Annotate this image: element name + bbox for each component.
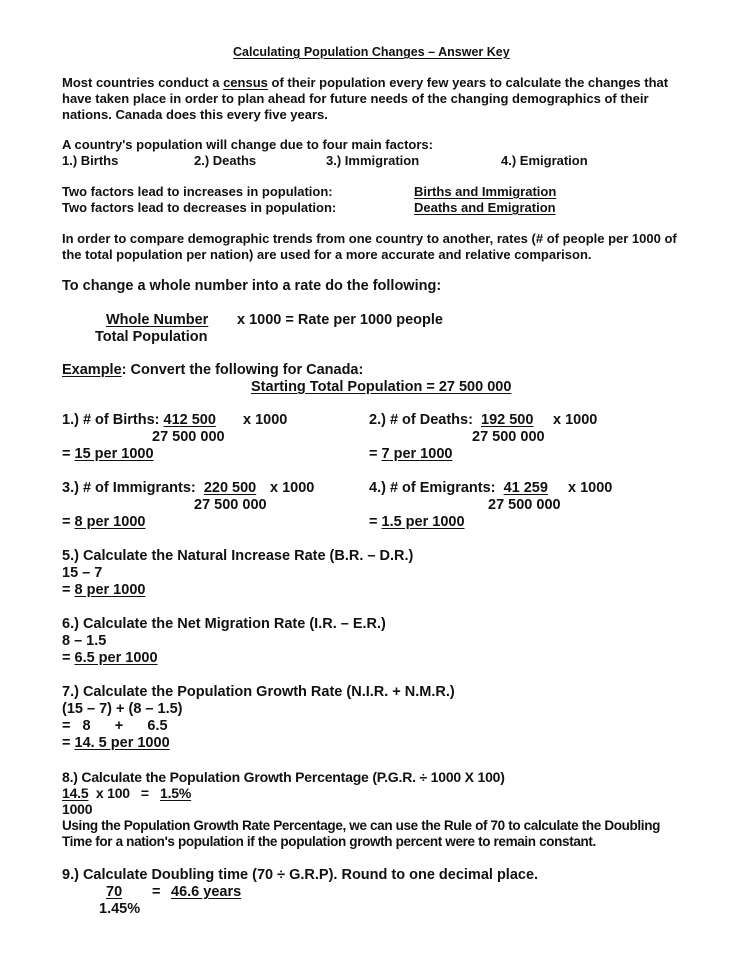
q8-note-line-2: Time for a nation's population if the population growth percent were to remain constant.	[62, 834, 596, 849]
intro-line-3: nations. Canada does this every five years.	[62, 107, 328, 122]
problem-2-label	[369, 412, 533, 429]
factor-emigration: 4.) Emigration	[501, 153, 588, 168]
q6-heading: 6.) Calculate the Net Migration Rate (I.R. – E.R.)	[62, 616, 386, 632]
formula-heading: To change a whole number into a rate do the following:	[62, 278, 442, 294]
decrease-label: Two factors lead to decreases in population:	[62, 200, 337, 215]
problem-4-multiplier: x 1000	[568, 480, 613, 496]
factor-deaths: 2.) Deaths	[194, 153, 257, 168]
problem-answer: 8 per 1000	[74, 514, 146, 530]
q8-heading: 8.) Calculate the Population Growth Percentage (P.G.R. ÷ 1000 X 100)	[62, 769, 505, 785]
q9-equals: =	[152, 884, 161, 900]
problem-4-answer-line	[369, 514, 465, 531]
example-line	[62, 362, 363, 379]
decrease-answer: Deaths and Emigration	[414, 200, 556, 215]
q6-answer: 6.5 per 1000	[74, 650, 158, 666]
problem-3-answer-line	[62, 514, 145, 531]
problem-label: 3.) # of Immigrants:	[62, 480, 204, 496]
q9-heading: 9.) Calculate Doubling time (70 ÷ G.R.P). Round to one decimal place.	[62, 867, 539, 883]
problem-numerator: 412 500	[163, 412, 216, 428]
q6-work: 8 – 1.5	[62, 633, 107, 649]
problem-1-answer-line	[62, 446, 154, 463]
q7-work-2: = 8 + 6.5	[62, 718, 168, 734]
problem-label: 2.) # of Deaths:	[369, 412, 481, 428]
intro-line-1	[62, 75, 668, 91]
equals: =	[62, 582, 75, 598]
factors-heading: A country's population will change due to four main factors:	[62, 137, 433, 152]
problem-numerator: 41 259	[503, 480, 548, 496]
q8-numerator: 14.5	[62, 785, 89, 801]
q5-answer: 8 per 1000	[74, 582, 146, 598]
problem-3-label	[62, 480, 256, 497]
problem-1-label	[62, 412, 216, 429]
q9-answer: 46.6 years	[171, 884, 242, 900]
intro-text: Most countries conduct a	[62, 75, 224, 90]
q9-numerator: 70	[106, 884, 123, 900]
equals: =	[369, 446, 382, 462]
factor-immigration: 3.) Immigration	[326, 153, 420, 168]
problem-2-denominator: 27 500 000	[472, 429, 545, 445]
equals: =	[62, 650, 75, 666]
q7-work-1: (15 – 7) + (8 – 1.5)	[62, 701, 183, 717]
problem-4-label	[369, 480, 548, 497]
q8-answer: 1.5%	[159, 785, 192, 801]
rates-note-line-1: In order to compare demographic trends from one country to another, rates (# of people per 1000 of	[62, 231, 677, 246]
q8-work	[62, 785, 191, 801]
q6-answer-line	[62, 650, 158, 667]
q7-answer: 14. 5 per 1000	[74, 735, 170, 751]
problem-numerator: 220 500	[203, 480, 257, 496]
example-label: Example	[62, 362, 122, 378]
problem-2-multiplier: x 1000	[553, 412, 598, 428]
q5-heading: 5.) Calculate the Natural Increase Rate (B.R. – D.R.)	[62, 548, 414, 564]
starting-population: Starting Total Population = 27 500 000	[251, 379, 512, 395]
formula-result: x 1000 = Rate per 1000 people	[237, 312, 443, 328]
intro-text: of their population every few years to calculate the changes that	[267, 75, 669, 90]
problem-answer: 1.5 per 1000	[381, 514, 465, 530]
q8-denominator: 1000	[62, 801, 93, 817]
intro-line-2: have taken place in order to plan ahead for future needs of the changing demographics of their	[62, 91, 649, 106]
problem-numerator: 192 500	[481, 412, 534, 428]
q8-operator: x 100 =	[88, 785, 160, 801]
increase-label: Two factors lead to increases in population:	[62, 184, 333, 199]
problem-answer: 7 per 1000	[381, 446, 453, 462]
problem-1-denominator: 27 500 000	[152, 429, 225, 445]
q8-note-line-1: Using the Population Growth Rate Percentage, we can use the Rule of 70 to calculate the Doubling	[62, 818, 661, 833]
example-text: : Convert the following for Canada:	[121, 362, 364, 378]
problem-4-denominator: 27 500 000	[488, 497, 561, 513]
equals: =	[62, 514, 75, 530]
problem-2-answer-line	[369, 446, 452, 463]
q9-denominator: 1.45%	[99, 901, 141, 917]
q5-work: 15 – 7	[62, 565, 103, 581]
formula-numerator: Whole Number	[106, 312, 209, 328]
equals: =	[62, 446, 75, 462]
q5-answer-line	[62, 582, 145, 599]
problem-1-multiplier: x 1000	[243, 412, 288, 428]
factor-births: 1.) Births	[62, 153, 119, 168]
problem-label: 4.) # of Emigrants:	[369, 480, 504, 496]
equals: =	[369, 514, 382, 530]
q7-answer-line	[62, 735, 170, 752]
page-title: Calculating Population Changes – Answer Key	[233, 45, 510, 59]
problem-answer: 15 per 1000	[74, 446, 154, 462]
formula-denominator: Total Population	[95, 329, 208, 345]
problem-label: 1.) # of Births:	[62, 412, 164, 428]
census-term: census	[223, 75, 268, 90]
equals: =	[62, 735, 75, 751]
increase-answer: Births and Immigration	[414, 184, 557, 199]
problem-3-denominator: 27 500 000	[194, 497, 267, 513]
problem-3-multiplier: x 1000	[270, 480, 315, 496]
q7-heading: 7.) Calculate the Population Growth Rate (N.I.R. + N.M.R.)	[62, 684, 455, 700]
rates-note-line-2: the total population per nation) are used for a more accurate and relative comparison.	[62, 247, 592, 262]
